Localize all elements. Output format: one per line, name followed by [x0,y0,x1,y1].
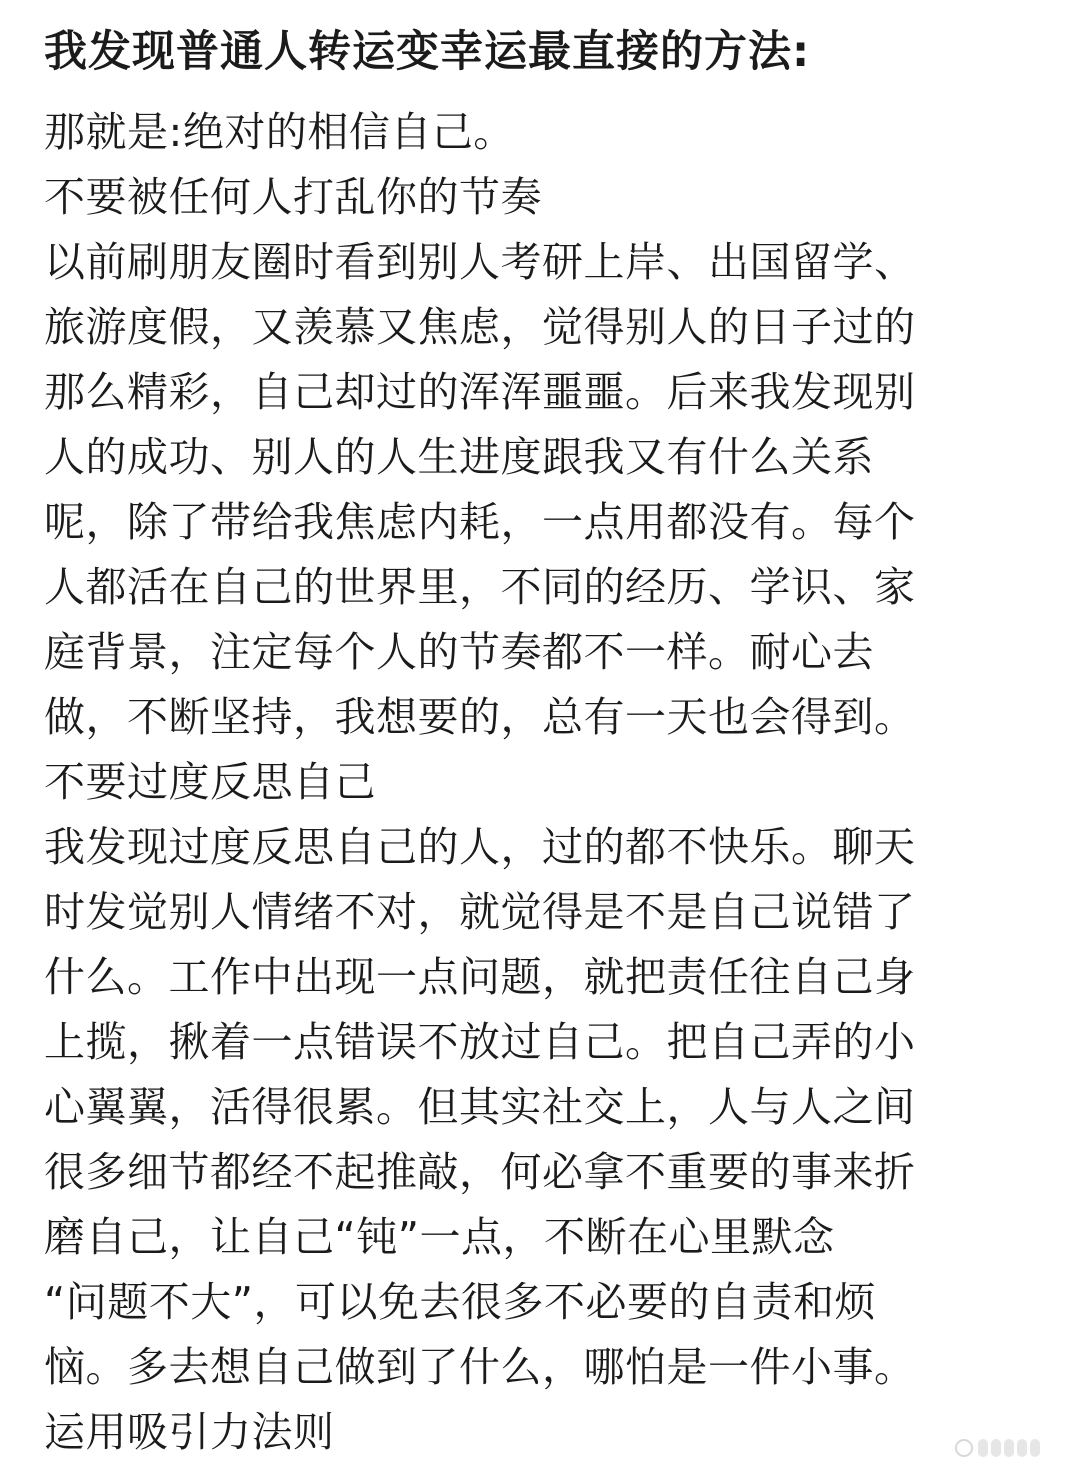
text-line: 上揽，揪着一点错误不放过自己。把自己弄的小 [44,1018,916,1066]
text-line: 磨自己，让自己“钝”一点，不断在心里默念 [44,1213,835,1261]
text-line: 人的成功、别人的人生进度跟我又有什么关系 [44,433,874,481]
text-line: 做，不断坚持，我想要的，总有一天也会得到。 [44,693,916,741]
section-heading: 运用吸引力法则 [44,1408,335,1456]
text-line: 那就是:绝对的相信自己。 [44,108,515,156]
watermark-bar-icon [978,1439,988,1457]
text-line: 那么精彩，自己却过的浑浑噩噩。后来我发现别 [44,368,916,416]
post-title: 我发现普通人转运变幸运最直接的方法: [44,27,811,77]
text-line: “问题不大”，可以免去很多不必要的自责和烦 [44,1278,876,1326]
watermark-bar-icon [991,1439,1001,1457]
text-line: 什么。工作中出现一点问题，就把责任往自己身 [44,953,916,1001]
text-line: 人都活在自己的世界里，不同的经历、学识、家 [44,563,916,611]
text-line: 很多细节都经不起推敲，何必拿不重要的事来折 [44,1148,916,1196]
watermark-bar-icon [1004,1439,1014,1457]
watermark-bar-icon [1017,1439,1027,1457]
watermark-icon [955,1438,1040,1458]
text-line: 我发现过度反思自己的人，过的都不快乐。聊天 [44,823,916,871]
text-line: 以前刷朋友圈时看到别人考研上岸、出国留学、 [44,238,916,286]
watermark-ring-icon [955,1439,973,1457]
post-body [44,100,1044,1465]
text-line: 心翼翼，活得很累。但其实社交上，人与人之间 [44,1083,916,1131]
text-line: 庭背景，注定每个人的节奏都不一样。耐心去 [44,628,874,676]
watermark-bar-icon [1030,1439,1040,1457]
text-line: 时发觉别人情绪不对，就觉得是不是自己说错了 [44,888,916,936]
section-heading: 不要过度反思自己 [44,758,376,806]
text-line: 旅游度假，又羡慕又焦虑，觉得别人的日子过的 [44,303,916,351]
text-line: 恼。多去想自己做到了什么，哪怕是一件小事。 [44,1343,916,1391]
text-line: 呢，除了带给我焦虑内耗，一点用都没有。每个 [44,498,916,546]
section-heading: 不要被任何人打乱你的节奏 [44,173,542,221]
